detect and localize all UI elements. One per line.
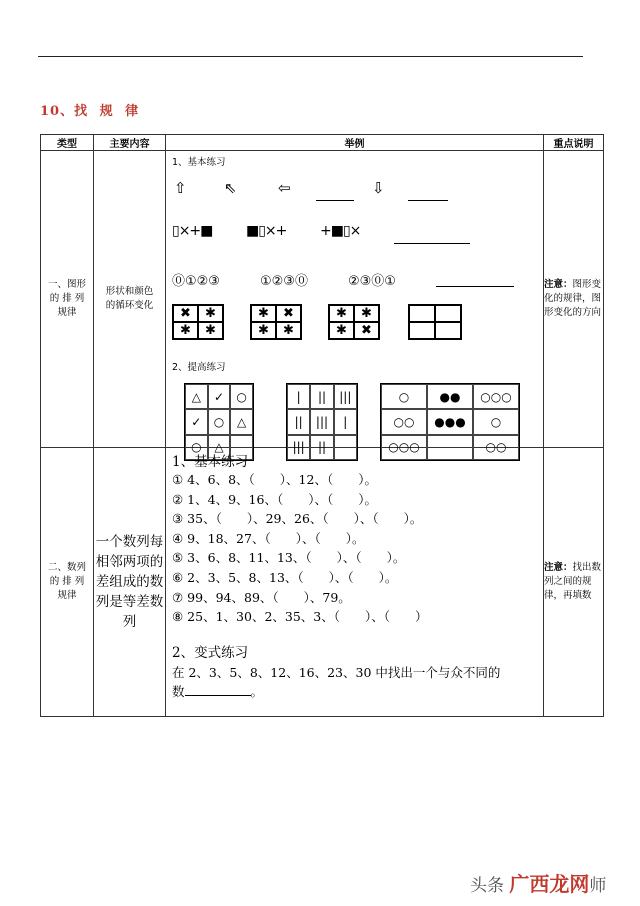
answer-blank — [394, 243, 470, 244]
star-cell: ✖ — [276, 305, 301, 322]
arrow-down-icon: ⇩ — [372, 179, 385, 197]
grid-cell: || — [310, 435, 333, 460]
grid-cell: ||| — [334, 384, 357, 409]
row2-type-line: 二、数列 — [47, 562, 86, 573]
star-grid-1 — [172, 304, 224, 340]
row2-note — [544, 448, 604, 717]
grid-cell: || — [287, 409, 310, 434]
brand-prefix: 头条 — [470, 876, 504, 896]
circled-sequence: ①②③⓪ — [260, 274, 308, 289]
circled-sequence: ⓪①②③ — [172, 274, 220, 289]
grid-cell: | — [334, 409, 357, 434]
row1-content — [94, 151, 166, 448]
empty-cell — [409, 322, 435, 339]
row1-content-line: 形状和颜色 — [105, 286, 154, 297]
star-grid-3 — [328, 304, 380, 340]
grid-cell: ○ — [230, 384, 253, 409]
circled-sequence: ②③⓪① — [348, 274, 396, 289]
grid-cell: ○○ — [473, 435, 519, 460]
row2-type-line: 的 排 列 — [49, 576, 85, 587]
brand-accent: 广西龙网 — [509, 872, 590, 896]
row2-type-line: 规律 — [57, 590, 77, 601]
row1-type-line: 规律 — [57, 307, 77, 318]
pattern-table — [40, 134, 604, 717]
grid-cell: ○ — [381, 384, 427, 409]
section-title — [40, 100, 142, 119]
note-text: 图形变化的规律，图形变化的方向 — [544, 279, 602, 318]
grid-cell: ○○○ — [473, 384, 519, 409]
shape-sequence: ▯×+■ — [172, 223, 213, 239]
star-cell: ✱ — [354, 305, 379, 322]
section-title-text: 找 规 律 — [74, 104, 143, 119]
sequence-line: ⑤ 3、6、8、11、13、（ ）、（ ）。 — [172, 550, 406, 566]
brand-suffix: 师 — [589, 876, 607, 896]
star-cell: ✱ — [329, 322, 354, 339]
arrow-up-icon: ⇧ — [174, 179, 187, 197]
sequence-line: ⑥ 2、3、5、8、13、（ ）、（ ）。 — [172, 569, 398, 585]
row1-examples — [166, 151, 544, 455]
top-rule — [38, 56, 583, 57]
grid-cell: △ — [208, 435, 231, 460]
row1-type-line: 一、图形 — [47, 279, 86, 290]
grid-cell: ●● — [427, 384, 473, 409]
grid-cell: ●●● — [427, 409, 473, 434]
grid-cell: | — [287, 384, 310, 409]
star-cell: ✱ — [251, 322, 276, 339]
sequence-line: ⑦ 99、94、89、（ ）、79。 — [172, 589, 351, 605]
grid-cell: ○ — [473, 409, 519, 434]
grid-cell: ✓ — [185, 409, 208, 434]
star-cell: ✖ — [354, 322, 379, 339]
row2-type — [41, 448, 94, 717]
star-cell: ✱ — [198, 305, 223, 322]
row1-content-line: 的循环变化 — [105, 300, 154, 311]
grid-cell: △ — [230, 409, 253, 434]
row2-variant-label: 2、变式练习 — [172, 644, 249, 661]
empty-cell — [435, 305, 461, 322]
star-cell: ✱ — [251, 305, 276, 322]
star-grid-answer — [408, 304, 462, 340]
variant-suffix: 。 — [250, 684, 264, 700]
sequence-line: ② 1、4、9、16、（ ）、（ ）。 — [172, 491, 377, 507]
header-note: 重点说明 — [544, 135, 604, 151]
sequence-line: ④ 9、18、27、（ ）、（ ）。 — [172, 530, 365, 546]
footer-brand — [470, 868, 606, 897]
star-grid-2 — [250, 304, 302, 340]
shape-sequence: +■▯× — [320, 223, 361, 239]
grid-cell: ○ — [208, 409, 231, 434]
arrow-upleft-icon: ⇖ — [224, 179, 237, 197]
row-graphic-pattern — [41, 151, 604, 448]
note-label: 注意： — [544, 562, 573, 573]
sequence-line: ⑧ 25、1、30、2、35、3、（ ）、（ ） — [172, 609, 428, 625]
header-content: 主要内容 — [94, 135, 166, 151]
grid-cell: ○○○ — [381, 435, 427, 460]
row1-advanced-label: 2、提高练习 — [172, 362, 226, 373]
answer-blank — [408, 200, 448, 201]
empty-cell — [409, 305, 435, 322]
answer-blank — [316, 200, 354, 201]
star-cell: ✱ — [198, 322, 223, 339]
grid-cell: △ — [185, 384, 208, 409]
grid-cell: ||| — [310, 409, 333, 434]
grid-cell: ✓ — [208, 384, 231, 409]
grid-cell: ○ — [185, 435, 208, 460]
row-number-pattern — [41, 448, 604, 717]
note-text: 找出数列之间的规律，再填数 — [544, 562, 602, 601]
header-example: 举例 — [166, 135, 544, 151]
row2-content: 一个数列每相邻两项的差组成的数列是等差数列 — [94, 448, 166, 717]
star-cell: ✱ — [276, 322, 301, 339]
grid-cell: ||| — [287, 435, 310, 460]
row1-basic-label: 1、基本练习 — [172, 157, 226, 168]
row1-type-line: 的 排 列 — [49, 293, 85, 304]
shape-sequence: ■▯×+ — [246, 223, 287, 239]
row1-type — [41, 151, 94, 448]
row2-examples — [166, 448, 544, 717]
row2-basic-label: 1、基本练习 — [172, 454, 249, 470]
variant-prefix: 数 — [172, 684, 185, 700]
sequence-line: ① 4、6、8、（ ）、12、（ ）。 — [172, 472, 377, 487]
star-cell: ✱ — [329, 305, 354, 322]
section-number: 10、 — [40, 104, 75, 119]
header-type: 类型 — [41, 135, 94, 151]
empty-cell — [435, 322, 461, 339]
answer-blank — [185, 683, 251, 696]
header-row — [41, 135, 604, 151]
variant-line-2 — [172, 682, 542, 702]
sequence-line: ③ 35、（ ）、29、26、（ ）、（ ）。 — [172, 511, 423, 527]
variant-line: 在 2、3、5、8、12、16、23、30 中找出一个与众不同的 — [172, 664, 501, 680]
note-label: 注意： — [544, 279, 573, 290]
row1-note — [544, 151, 604, 448]
grid-cell: || — [310, 384, 333, 409]
answer-blank — [436, 286, 514, 287]
star-cell: ✱ — [173, 322, 198, 339]
grid-cell: ○○ — [381, 409, 427, 434]
arrow-left-icon: ⇦ — [278, 179, 291, 197]
star-cell: ✖ — [173, 305, 198, 322]
